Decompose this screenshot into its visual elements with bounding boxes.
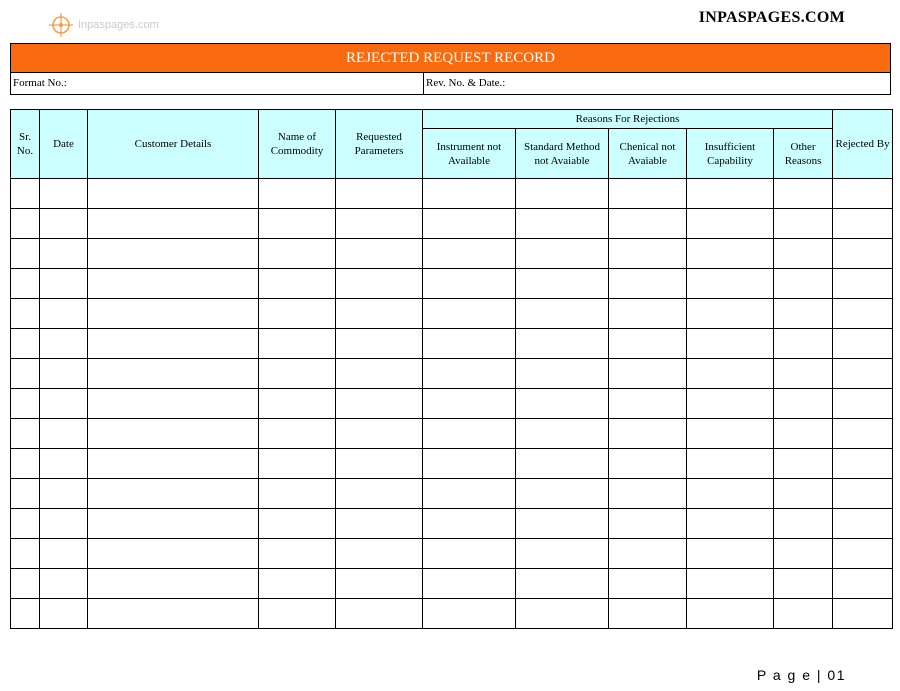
table-cell[interactable] [833, 179, 893, 209]
table-cell[interactable] [833, 449, 893, 479]
form-title: REJECTED REQUEST RECORD [11, 44, 890, 73]
table-cell[interactable] [609, 419, 687, 449]
table-cell[interactable] [40, 329, 88, 359]
table-cell[interactable] [687, 419, 774, 449]
table-cell[interactable] [774, 209, 833, 239]
header-customer-details: Customer Details [88, 110, 259, 179]
table-cell[interactable] [687, 209, 774, 239]
table-cell[interactable] [259, 389, 336, 419]
table-cell[interactable] [774, 239, 833, 269]
table-cell[interactable] [40, 389, 88, 419]
table-cell[interactable] [259, 569, 336, 599]
header-sr-no: Sr. No. [11, 110, 40, 179]
table-cell[interactable] [516, 179, 609, 209]
table-cell[interactable] [774, 299, 833, 329]
table-cell[interactable] [516, 599, 609, 629]
table-cell[interactable] [40, 599, 88, 629]
table-cell[interactable] [259, 509, 336, 539]
form-info-row [11, 73, 890, 94]
table-cell[interactable] [11, 479, 40, 509]
table-cell[interactable] [609, 389, 687, 419]
rejection-record-table [10, 109, 893, 629]
table-cell[interactable] [687, 299, 774, 329]
table-cell[interactable] [336, 449, 423, 479]
form-title-box [10, 43, 891, 95]
table-row [11, 479, 893, 509]
logo [48, 12, 159, 38]
table-cell[interactable] [516, 449, 609, 479]
table-cell[interactable] [88, 479, 259, 509]
table-cell[interactable] [687, 539, 774, 569]
site-name: INPASPAGES.COM [698, 9, 845, 26]
table-cell[interactable] [259, 179, 336, 209]
table-cell[interactable] [336, 329, 423, 359]
table-row [11, 359, 893, 389]
table-cell[interactable] [88, 179, 259, 209]
table-cell[interactable] [833, 269, 893, 299]
table-cell[interactable] [609, 569, 687, 599]
table-cell[interactable] [774, 419, 833, 449]
rev-no-date-field: Rev. No. & Date.: [426, 77, 506, 89]
table-cell[interactable] [687, 509, 774, 539]
header-insufficient-capability: Insufficient Capability [687, 129, 774, 179]
table-cell[interactable] [88, 539, 259, 569]
table-row [11, 209, 893, 239]
table-row [11, 299, 893, 329]
table-cell[interactable] [833, 359, 893, 389]
table-body [11, 179, 893, 629]
table-cell[interactable] [609, 299, 687, 329]
crosshair-logo-icon [48, 12, 74, 38]
table-cell[interactable] [687, 569, 774, 599]
table-cell[interactable] [259, 539, 336, 569]
table-cell[interactable] [833, 539, 893, 569]
table-cell[interactable] [833, 479, 893, 509]
header-standard-method-not-available: Standard Method not Avaiable [516, 129, 609, 179]
table-cell[interactable] [609, 599, 687, 629]
table-cell[interactable] [11, 389, 40, 419]
table-cell[interactable] [336, 239, 423, 269]
table-cell[interactable] [88, 509, 259, 539]
table-cell[interactable] [88, 329, 259, 359]
table-cell[interactable] [40, 569, 88, 599]
table-cell[interactable] [687, 599, 774, 629]
table-cell[interactable] [259, 599, 336, 629]
table-cell[interactable] [40, 209, 88, 239]
table-cell[interactable] [40, 299, 88, 329]
table-cell[interactable] [774, 569, 833, 599]
table-cell[interactable] [516, 329, 609, 359]
table-cell[interactable] [609, 479, 687, 509]
table-row [11, 569, 893, 599]
table-cell[interactable] [259, 449, 336, 479]
table-cell[interactable] [336, 209, 423, 239]
table-cell[interactable] [88, 419, 259, 449]
table-cell[interactable] [774, 389, 833, 419]
table-cell[interactable] [336, 359, 423, 389]
table-cell[interactable] [40, 269, 88, 299]
table-row [11, 389, 893, 419]
table-cell[interactable] [423, 359, 516, 389]
table-cell[interactable] [516, 359, 609, 389]
table-cell[interactable] [833, 509, 893, 539]
table-cell[interactable] [40, 239, 88, 269]
table-cell[interactable] [774, 329, 833, 359]
table-cell[interactable] [336, 179, 423, 209]
table-cell[interactable] [609, 179, 687, 209]
table-cell[interactable] [259, 479, 336, 509]
table-cell[interactable] [423, 239, 516, 269]
table-cell[interactable] [259, 299, 336, 329]
table-cell[interactable] [687, 239, 774, 269]
table-row [11, 539, 893, 569]
table-cell[interactable] [833, 389, 893, 419]
table-cell[interactable] [11, 569, 40, 599]
table-cell[interactable] [833, 419, 893, 449]
table-cell[interactable] [423, 179, 516, 209]
table-cell[interactable] [774, 359, 833, 389]
table-cell[interactable] [687, 329, 774, 359]
table-cell[interactable] [423, 209, 516, 239]
table-cell[interactable] [336, 479, 423, 509]
table-cell[interactable] [11, 539, 40, 569]
table-cell[interactable] [516, 389, 609, 419]
table-cell[interactable] [774, 179, 833, 209]
table-cell[interactable] [336, 269, 423, 299]
table-row [11, 509, 893, 539]
table-cell[interactable] [423, 449, 516, 479]
table-cell[interactable] [40, 449, 88, 479]
table-cell[interactable] [516, 479, 609, 509]
table-cell[interactable] [88, 359, 259, 389]
table-cell[interactable] [336, 569, 423, 599]
table-cell[interactable] [687, 359, 774, 389]
table-row [11, 179, 893, 209]
table-cell[interactable] [609, 539, 687, 569]
table-cell[interactable] [516, 269, 609, 299]
table-cell[interactable] [516, 569, 609, 599]
table-cell[interactable] [40, 509, 88, 539]
table-row [11, 599, 893, 629]
header-requested-parameters: Requested Parameters [336, 110, 423, 179]
table-cell[interactable] [833, 209, 893, 239]
table-cell[interactable] [11, 359, 40, 389]
table-cell[interactable] [516, 509, 609, 539]
table-cell[interactable] [336, 419, 423, 449]
table-cell[interactable] [336, 389, 423, 419]
header-chenical-not-available: Chenical not Avaiable [609, 129, 687, 179]
header-other-reasons: Other Reasons [774, 129, 833, 179]
table-cell[interactable] [40, 419, 88, 449]
table-cell[interactable] [833, 239, 893, 269]
table-cell[interactable] [88, 299, 259, 329]
table-cell[interactable] [516, 539, 609, 569]
header-rejected-by: Rejected By [833, 110, 893, 179]
format-no-field: Format No.: [11, 73, 424, 94]
table-cell[interactable] [687, 479, 774, 509]
table-cell[interactable] [833, 329, 893, 359]
table-cell[interactable] [423, 269, 516, 299]
header-instrument-not-available: Instrument not Available [423, 129, 516, 179]
table-cell[interactable] [88, 209, 259, 239]
table-cell[interactable] [423, 389, 516, 419]
table-cell[interactable] [11, 209, 40, 239]
table-cell[interactable] [423, 479, 516, 509]
table-cell[interactable] [11, 269, 40, 299]
table-cell[interactable] [609, 449, 687, 479]
table-cell[interactable] [88, 599, 259, 629]
table-cell[interactable] [687, 449, 774, 479]
table-cell[interactable] [40, 479, 88, 509]
table-cell[interactable] [11, 419, 40, 449]
table-cell[interactable] [423, 599, 516, 629]
table-cell[interactable] [609, 509, 687, 539]
table-row [11, 419, 893, 449]
table-cell[interactable] [687, 179, 774, 209]
table-cell[interactable] [259, 329, 336, 359]
table-cell[interactable] [423, 419, 516, 449]
table-cell[interactable] [336, 509, 423, 539]
table-cell[interactable] [259, 269, 336, 299]
table-cell[interactable] [11, 449, 40, 479]
table-cell[interactable] [11, 239, 40, 269]
table-cell[interactable] [833, 569, 893, 599]
header-date: Date [40, 110, 88, 179]
table-cell[interactable] [40, 539, 88, 569]
table-cell[interactable] [423, 509, 516, 539]
table-cell[interactable] [516, 299, 609, 329]
table-cell[interactable] [516, 239, 609, 269]
table-cell[interactable] [336, 599, 423, 629]
table-cell[interactable] [687, 269, 774, 299]
table-cell[interactable] [609, 209, 687, 239]
table-cell[interactable] [336, 299, 423, 329]
table-row [11, 449, 893, 479]
logo-text: Inpaspages.com [78, 19, 159, 31]
table-cell[interactable] [88, 449, 259, 479]
table-cell[interactable] [833, 599, 893, 629]
table-cell[interactable] [833, 299, 893, 329]
table-cell[interactable] [774, 479, 833, 509]
table-cell[interactable] [423, 299, 516, 329]
table-cell[interactable] [11, 329, 40, 359]
table-cell[interactable] [423, 539, 516, 569]
table-cell[interactable] [11, 599, 40, 629]
table-cell[interactable] [774, 269, 833, 299]
table-cell[interactable] [609, 329, 687, 359]
table-row [11, 269, 893, 299]
table-cell[interactable] [259, 359, 336, 389]
table-cell[interactable] [774, 509, 833, 539]
table-cell[interactable] [259, 209, 336, 239]
table-cell[interactable] [40, 179, 88, 209]
table-cell[interactable] [259, 419, 336, 449]
table-cell[interactable] [609, 359, 687, 389]
table-cell[interactable] [774, 539, 833, 569]
table-cell[interactable] [687, 389, 774, 419]
table-cell[interactable] [11, 509, 40, 539]
header-name-of-commodity: Name of Commodity [259, 110, 336, 179]
table-cell[interactable] [336, 539, 423, 569]
table-cell[interactable] [11, 299, 40, 329]
table-cell[interactable] [259, 239, 336, 269]
table-cell[interactable] [88, 389, 259, 419]
header-reasons-group: Reasons For Rejections [423, 110, 833, 129]
table-cell[interactable] [423, 329, 516, 359]
page-number: P a g e | 01 [756, 667, 846, 683]
table-cell[interactable] [609, 269, 687, 299]
table-cell[interactable] [11, 179, 40, 209]
table-cell[interactable] [88, 569, 259, 599]
table-cell[interactable] [88, 239, 259, 269]
table-cell[interactable] [40, 359, 88, 389]
table-cell[interactable] [423, 569, 516, 599]
table-cell[interactable] [609, 239, 687, 269]
table-row [11, 329, 893, 359]
table-row [11, 239, 893, 269]
table-cell[interactable] [516, 209, 609, 239]
table-cell[interactable] [774, 599, 833, 629]
table-cell[interactable] [774, 449, 833, 479]
table-cell[interactable] [88, 269, 259, 299]
table-cell[interactable] [516, 419, 609, 449]
